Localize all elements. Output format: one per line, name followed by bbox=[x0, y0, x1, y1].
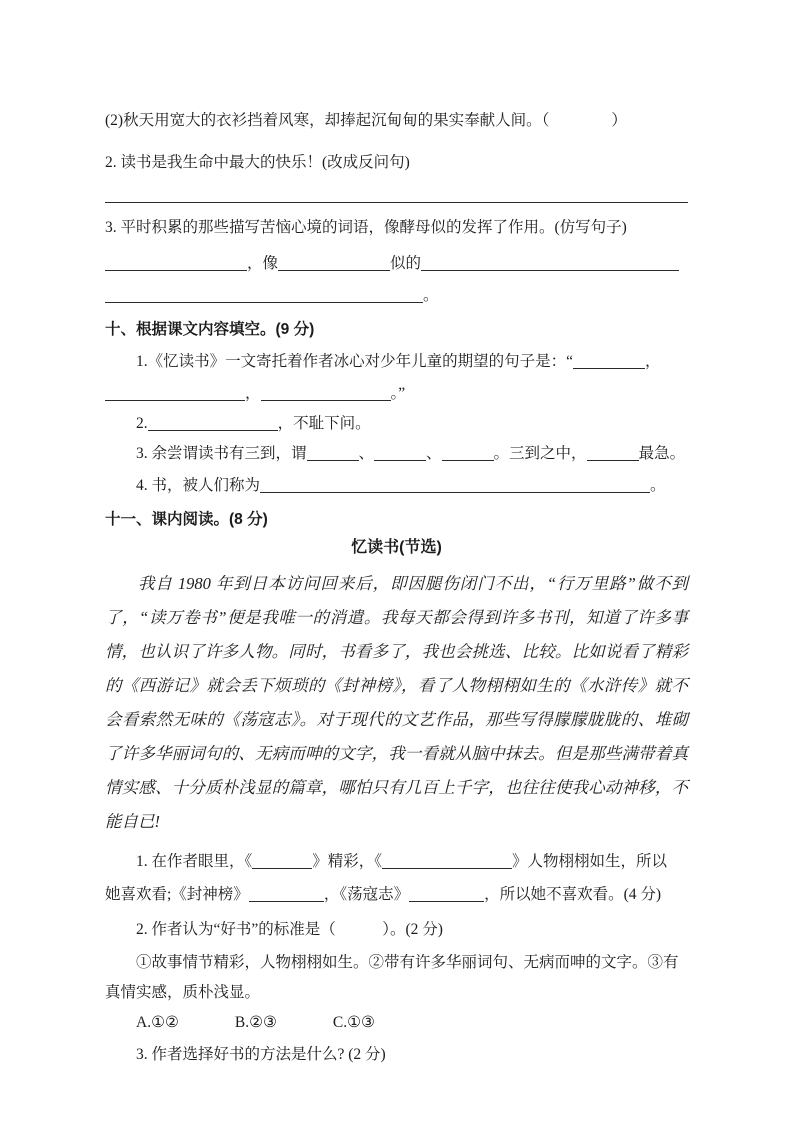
fill-line bbox=[105, 845, 688, 878]
text-segment: 。 bbox=[650, 477, 666, 494]
text-segment: 、 bbox=[426, 445, 442, 462]
text-segment: 1. 在作者眼里，《 bbox=[136, 853, 253, 870]
fill-line bbox=[105, 473, 688, 499]
question-item-2: 2. 读书是我生命中最大的快乐！(改成反问句) bbox=[105, 154, 410, 171]
text-segment: 她喜欢看;《封神榜》 bbox=[105, 886, 249, 903]
text-segment: 。 bbox=[423, 287, 439, 304]
text-segment: 》人物栩栩如生，所以 bbox=[512, 853, 668, 870]
text-segment: 》精彩，《 bbox=[312, 853, 383, 870]
answer-blank bbox=[409, 887, 484, 902]
answer-blank bbox=[573, 354, 645, 369]
answer-line bbox=[105, 176, 688, 203]
text-segment: 。三到之中， bbox=[493, 445, 587, 462]
answer-blank bbox=[382, 854, 512, 869]
text-segment: ， bbox=[245, 385, 261, 402]
answer-blank bbox=[249, 887, 324, 902]
answer-blank bbox=[587, 446, 639, 461]
choice-b: B.②③ bbox=[234, 1014, 277, 1031]
text-segment: ，不耻下问。 bbox=[277, 415, 371, 432]
section-heading-11: 十一、课内阅读。(8 分) bbox=[105, 511, 268, 528]
answer-blank bbox=[307, 446, 359, 461]
passage-title: 忆读书(节选) bbox=[351, 539, 442, 556]
section-heading-10: 十、根据课文内容填空。(9 分) bbox=[105, 321, 315, 338]
answer-blank bbox=[148, 416, 278, 431]
fill-line bbox=[105, 251, 688, 277]
choices-row bbox=[105, 1010, 688, 1036]
choice-a: A.①② bbox=[136, 1014, 179, 1031]
text-segment: ，像 bbox=[247, 255, 279, 272]
text-segment: 2. bbox=[136, 415, 148, 432]
fill-line bbox=[105, 283, 688, 309]
answer-blank bbox=[421, 256, 679, 271]
answer-blank bbox=[105, 256, 247, 271]
passage-paragraph: 我自 1980 年到日本访问回来后，即因腿伤闭门不出，“行万里路”做不到了，“读万卷书”便是我唯一的消遣。我每天都会得到许多书刊，知道了许多事情，也认识了许多人物。同时，书看多了，我也会挑选、比较。比如说看了精彩的《西游记》就会丢下烦琐的《封神榜》，看了人物栩栩如生的《水浒传》就不会看索然无味的《荡寇志》。对于现代的文艺作品，那些写得朦朦胧胧的、堆砌了许多华丽词句的、无病而呻的文字，我一看就从脑中抹去。但是那些满带着真情实感、十分质朴浅显的篇章，哪怕只有几百上千字，也往往使我心动神移，不能自已! bbox=[105, 574, 688, 831]
fill-line bbox=[105, 441, 688, 467]
question-item-1-2: (2)秋天用宽大的衣衫挡着风寒，却捧起沉甸甸的果实奉献人间。（ ） bbox=[105, 112, 627, 129]
answer-blank bbox=[260, 478, 650, 493]
text-segment: 1.《忆读书》一文寄托着作者冰心对少年儿童的期望的句子是：“ bbox=[136, 353, 574, 370]
reading-question-2: 2. 作者认为“好书”的标准是（ ）。(2 分) bbox=[136, 921, 443, 938]
fill-line bbox=[105, 878, 688, 911]
answer-blank bbox=[278, 256, 390, 271]
text-segment: ，所以她不喜欢看。(4 分) bbox=[484, 886, 662, 903]
reading-question-2-options: ①故事情节精彩，人物栩栩如生。②带有许多华丽词句、无病而呻的文字。③有真情实感，质朴浅显。 bbox=[105, 954, 679, 1001]
text-segment: 似的 bbox=[390, 255, 422, 272]
text-segment: 。” bbox=[390, 385, 406, 402]
question-item-3: 3. 平时积累的那些描写苦恼心境的词语，像酵母似的发挥了作用。(仿写句子) bbox=[105, 219, 627, 236]
text-segment: 3. 余尝谓读书有三到，谓 bbox=[136, 445, 307, 462]
fill-line bbox=[105, 349, 688, 375]
answer-blank bbox=[105, 288, 423, 303]
fill-line bbox=[105, 411, 688, 437]
text-segment: ， bbox=[645, 353, 661, 370]
choice-c: C.①③ bbox=[332, 1014, 375, 1031]
reading-question-3: 3. 作者选择好书的方法是什么? (2 分) bbox=[136, 1046, 386, 1063]
text-segment: 、 bbox=[358, 445, 375, 462]
fill-line bbox=[105, 381, 688, 407]
text-segment: ，《荡寇志》 bbox=[323, 886, 410, 903]
answer-blank bbox=[374, 446, 426, 461]
answer-blank bbox=[252, 854, 312, 869]
answer-blank bbox=[261, 386, 391, 401]
text-segment: 最急。 bbox=[638, 445, 686, 462]
text-segment: 4. 书，被人们称为 bbox=[136, 477, 261, 494]
answer-blank bbox=[442, 446, 494, 461]
answer-blank bbox=[105, 386, 245, 401]
